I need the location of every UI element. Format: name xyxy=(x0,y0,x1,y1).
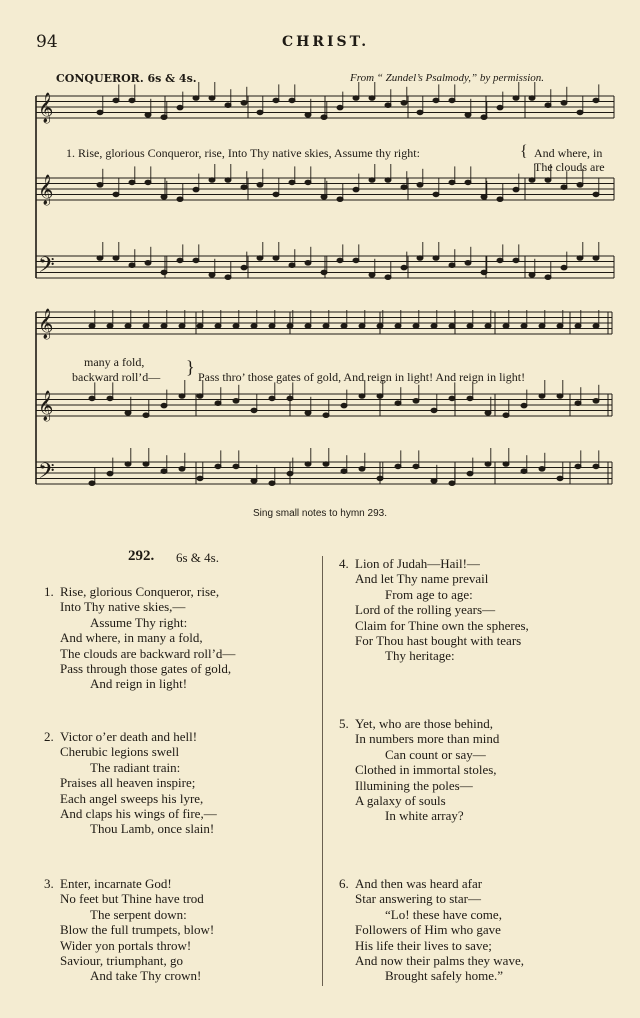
note-head xyxy=(385,275,391,280)
stanza-line: And then was heard afar xyxy=(355,876,483,891)
note-head xyxy=(575,324,581,329)
note-head xyxy=(431,479,437,484)
note-head xyxy=(353,187,359,192)
note-head xyxy=(449,180,455,185)
note-head xyxy=(545,103,551,108)
note-head xyxy=(481,115,487,120)
note-head xyxy=(145,113,151,118)
stanza-line: Lord of the rolling years— xyxy=(355,602,496,618)
note-head xyxy=(561,265,567,270)
note-head xyxy=(575,401,581,406)
note-head xyxy=(417,183,423,188)
stanza-line: Saviour, triumphant, go xyxy=(60,953,183,969)
stanza-line: Wider yon portals throw! xyxy=(60,937,192,953)
stanza-5 xyxy=(339,716,500,824)
note-head xyxy=(179,394,185,399)
note-head xyxy=(557,476,563,481)
note-head xyxy=(557,394,563,399)
note-head xyxy=(129,180,135,185)
note-head xyxy=(467,324,473,329)
hymn-meter: 6s & 4s. xyxy=(176,550,219,565)
note-head xyxy=(179,324,185,329)
note-head xyxy=(385,103,391,108)
note-head xyxy=(503,462,509,467)
note-head xyxy=(161,195,167,200)
note-head xyxy=(377,476,383,481)
lyric-brace-1: { xyxy=(520,143,528,160)
note-head xyxy=(401,265,407,270)
note-head xyxy=(513,187,519,192)
stanza-line: His life their lives to save; xyxy=(355,937,492,953)
note-head xyxy=(413,324,419,329)
note-head xyxy=(161,270,167,275)
stanza-number: 1. xyxy=(44,584,54,599)
note-head xyxy=(161,469,167,474)
stanza-line: Clothed in immortal stoles, xyxy=(355,762,497,778)
note-head xyxy=(545,178,551,183)
stanza-line: Each angel sweeps his lyre, xyxy=(60,790,204,806)
note-head xyxy=(395,401,401,406)
note-head xyxy=(377,394,383,399)
stanza-line: Victor o’er death and hell! xyxy=(60,729,198,744)
note-head xyxy=(593,399,599,404)
note-head xyxy=(467,471,473,476)
note-head xyxy=(431,408,437,413)
stanza-line: Star answering to star— xyxy=(355,891,482,907)
note-head xyxy=(341,403,347,408)
note-head xyxy=(359,467,365,472)
stanza-line: And where, in many a fold, xyxy=(60,630,203,646)
note-head xyxy=(177,197,183,202)
note-head xyxy=(273,192,279,197)
stanza-number: 2. xyxy=(44,729,54,744)
note-head xyxy=(433,192,439,197)
note-head xyxy=(113,192,119,197)
clef-icon: 𝄞 xyxy=(38,391,54,421)
note-head xyxy=(305,462,311,467)
stanza-line: And take Thy crown! xyxy=(90,968,202,984)
clef-icon: 𝄞 xyxy=(38,309,54,339)
note-head xyxy=(161,403,167,408)
note-head xyxy=(465,113,471,118)
note-head xyxy=(503,324,509,329)
note-head xyxy=(431,324,437,329)
note-head xyxy=(89,396,95,401)
note-head xyxy=(577,110,583,115)
note-head xyxy=(377,324,383,329)
stanza-line: Lion of Judah—Hail!— xyxy=(355,556,480,571)
note-head xyxy=(395,464,401,469)
note-head xyxy=(233,324,239,329)
note-head xyxy=(561,185,567,190)
note-head xyxy=(593,98,599,103)
tune-source: From “ Zundel’s Psalmody,” by permission. xyxy=(350,72,545,84)
hymn-number: 292. xyxy=(128,548,155,564)
tune-name: CONQUEROR. 6s & 4s. xyxy=(56,72,197,85)
note-head xyxy=(521,469,527,474)
note-head xyxy=(521,324,527,329)
stanza-number: 5. xyxy=(339,716,349,731)
note-head xyxy=(449,98,455,103)
note-head xyxy=(143,462,149,467)
note-head xyxy=(125,324,131,329)
note-head xyxy=(539,394,545,399)
note-head xyxy=(269,481,275,486)
note-head xyxy=(161,115,167,120)
stanza-line: And let Thy name prevail xyxy=(355,571,489,587)
note-head xyxy=(143,324,149,329)
note-head xyxy=(305,180,311,185)
note-head xyxy=(359,324,365,329)
stanza-2 xyxy=(44,729,217,837)
note-head xyxy=(413,399,419,404)
note-head xyxy=(89,324,95,329)
clef-icon: 𝄞 xyxy=(38,175,54,205)
note-head xyxy=(209,273,215,278)
note-head xyxy=(481,270,487,275)
stanza-line: Blow the full trumpets, blow! xyxy=(60,922,215,938)
note-head xyxy=(233,399,239,404)
note-head xyxy=(125,462,131,467)
note-head xyxy=(561,101,567,106)
note-head xyxy=(289,263,295,268)
stanza-line: In numbers more than mind xyxy=(355,731,500,747)
note-head xyxy=(193,96,199,101)
note-head xyxy=(465,180,471,185)
note-head xyxy=(269,324,275,329)
lyric-line1-alt-a: And where, in xyxy=(534,146,603,160)
note-head xyxy=(539,324,545,329)
note-head xyxy=(433,98,439,103)
note-head xyxy=(145,180,151,185)
note-head xyxy=(395,324,401,329)
stanza-line: Assume Thy right: xyxy=(90,614,188,630)
stanza-line: Pass through those gates of gold, xyxy=(60,661,232,677)
note-head xyxy=(251,324,257,329)
note-head xyxy=(241,265,247,270)
stanza-line: Brought safely home.” xyxy=(385,968,504,984)
note-head xyxy=(323,324,329,329)
note-head xyxy=(209,96,215,101)
note-head xyxy=(273,98,279,103)
clef-icon: 𝄢 xyxy=(38,253,55,283)
note-head xyxy=(257,256,263,261)
page-title: CHRIST. xyxy=(282,34,370,50)
note-head xyxy=(193,258,199,263)
note-head xyxy=(337,258,343,263)
note-head xyxy=(323,462,329,467)
stanza-line: And claps his wings of fire,— xyxy=(60,806,217,822)
note-head xyxy=(107,396,113,401)
note-head xyxy=(593,324,599,329)
note-head xyxy=(107,471,113,476)
note-head xyxy=(485,462,491,467)
note-head xyxy=(89,481,95,486)
note-head xyxy=(241,185,247,190)
note-head xyxy=(401,101,407,106)
note-head xyxy=(369,273,375,278)
note-head xyxy=(341,469,347,474)
note-head xyxy=(497,258,503,263)
lyric-line1-alt-b: The clouds are xyxy=(534,160,605,174)
stanza-4 xyxy=(339,556,529,664)
note-head xyxy=(269,396,275,401)
note-head xyxy=(449,481,455,486)
note-head xyxy=(529,96,535,101)
note-head xyxy=(369,96,375,101)
stanza-line: Illumining the poles— xyxy=(355,777,473,793)
note-head xyxy=(359,394,365,399)
clef-icon: 𝄢 xyxy=(38,459,55,489)
stanza-line: And now their palms they wave, xyxy=(355,953,524,969)
stanza-line: No feet but Thine have trod xyxy=(60,891,204,907)
note-head xyxy=(369,178,375,183)
note-head xyxy=(225,103,231,108)
note-head xyxy=(413,464,419,469)
note-head xyxy=(97,256,103,261)
lyric-line2-alt-b: backward roll’d— xyxy=(72,370,161,384)
note-head xyxy=(575,464,581,469)
stanza-line: From age to age: xyxy=(385,586,473,602)
note-head xyxy=(305,261,311,266)
note-head xyxy=(177,105,183,110)
note-head xyxy=(593,464,599,469)
note-head xyxy=(521,403,527,408)
stanza-number: 3. xyxy=(44,876,54,891)
note-head xyxy=(305,411,311,416)
note-head xyxy=(341,324,347,329)
stanza-line: Enter, incarnate God! xyxy=(60,876,172,891)
note-head xyxy=(321,115,327,120)
note-head xyxy=(287,396,293,401)
note-head xyxy=(529,178,535,183)
note-head xyxy=(193,187,199,192)
stanza-line: Can count or say— xyxy=(385,746,486,762)
note-head xyxy=(287,324,293,329)
note-head xyxy=(321,270,327,275)
note-head xyxy=(289,98,295,103)
lyric-brace-2: } xyxy=(186,357,195,377)
stanza-line: Followers of Him who gave xyxy=(355,922,501,938)
note-head xyxy=(143,413,149,418)
note-head xyxy=(225,275,231,280)
note-head xyxy=(305,113,311,118)
clef-icon: 𝄞 xyxy=(38,93,54,123)
note-head xyxy=(215,324,221,329)
note-head xyxy=(287,471,293,476)
note-head xyxy=(209,178,215,183)
note-head xyxy=(197,476,203,481)
note-head xyxy=(241,101,247,106)
note-head xyxy=(305,324,311,329)
note-head xyxy=(113,98,119,103)
note-head xyxy=(251,408,257,413)
stanza-line: And reign in light! xyxy=(90,676,188,692)
stanza-line: The clouds are backward roll’d— xyxy=(60,645,236,661)
note-head xyxy=(233,464,239,469)
stanza-line: Cherubic legions swell xyxy=(60,744,180,760)
stanza-line: The serpent down: xyxy=(90,906,187,922)
stanza-line: In white array? xyxy=(385,808,464,824)
stanza-line: Praises all heaven inspire; xyxy=(60,775,196,791)
note-head xyxy=(513,96,519,101)
note-head xyxy=(385,178,391,183)
note-head xyxy=(179,467,185,472)
column-divider xyxy=(322,556,323,986)
note-head xyxy=(467,396,473,401)
note-head xyxy=(481,195,487,200)
note-head xyxy=(251,479,257,484)
note-head xyxy=(433,256,439,261)
note-head xyxy=(577,183,583,188)
note-head xyxy=(273,256,279,261)
page-number: 94 xyxy=(36,32,58,52)
note-head xyxy=(465,261,471,266)
stanza-line: Yet, who are those behind, xyxy=(355,716,494,731)
note-head xyxy=(215,464,221,469)
note-head xyxy=(215,401,221,406)
stanza-line: For Thou hast bought with tears xyxy=(355,633,522,649)
note-head xyxy=(449,324,455,329)
note-head xyxy=(337,197,343,202)
stanza-line: “Lo! these have come, xyxy=(385,906,502,922)
note-head xyxy=(257,110,263,115)
stanza-line: Rise, glorious Conqueror, rise, xyxy=(60,584,220,599)
note-head xyxy=(577,256,583,261)
note-head xyxy=(593,256,599,261)
lyric-line1-main: 1. Rise, glorious Conqueror, rise, Into Thy native skies, Assume thy right: xyxy=(66,146,420,160)
note-head xyxy=(107,324,113,329)
note-head xyxy=(197,394,203,399)
note-head xyxy=(593,192,599,197)
note-head xyxy=(497,197,503,202)
note-head xyxy=(503,413,509,418)
note-head xyxy=(353,96,359,101)
stanza-line: The radiant train: xyxy=(90,759,181,775)
stanza-3 xyxy=(44,876,215,984)
note-head xyxy=(225,178,231,183)
note-head xyxy=(353,258,359,263)
stanza-line: Into Thy native skies,— xyxy=(60,599,186,615)
note-head xyxy=(337,105,343,110)
note-head xyxy=(417,256,423,261)
note-head xyxy=(539,467,545,472)
stanza-number: 4. xyxy=(339,556,349,571)
note-head xyxy=(257,183,263,188)
note-head xyxy=(449,263,455,268)
stanza-line: Claim for Thine own the spheres, xyxy=(355,617,529,633)
stanza-line: Thy heritage: xyxy=(385,648,455,664)
stanza-line: A galaxy of souls xyxy=(355,793,446,809)
note-head xyxy=(323,413,329,418)
stanza-number: 6. xyxy=(339,876,349,891)
note-head xyxy=(125,411,131,416)
note-head xyxy=(161,324,167,329)
note-head xyxy=(485,324,491,329)
lyric-line2-main: Pass thro’ those gates of gold, And reign in light! And reign in light! xyxy=(198,370,526,384)
note-head xyxy=(289,180,295,185)
note-head xyxy=(145,261,151,266)
stanza-line: Thou Lamb, once slain! xyxy=(90,821,215,837)
stanza-6 xyxy=(339,876,524,984)
note-head xyxy=(497,105,503,110)
note-head xyxy=(129,98,135,103)
note-head xyxy=(177,258,183,263)
lyric-line2-alt-a: many a fold, xyxy=(84,355,145,369)
note-head xyxy=(417,110,423,115)
note-head xyxy=(513,258,519,263)
note-head xyxy=(449,396,455,401)
note-head xyxy=(129,263,135,268)
note-head xyxy=(545,275,551,280)
note-head xyxy=(197,324,203,329)
note-head xyxy=(97,110,103,115)
note-head xyxy=(485,411,491,416)
note-head xyxy=(401,185,407,190)
stanza-1 xyxy=(44,584,236,692)
note-head xyxy=(97,183,103,188)
tune-footnote: Sing small notes to hymn 293. xyxy=(253,508,387,519)
note-head xyxy=(557,324,563,329)
note-head xyxy=(529,273,535,278)
note-head xyxy=(321,195,327,200)
note-head xyxy=(113,256,119,261)
